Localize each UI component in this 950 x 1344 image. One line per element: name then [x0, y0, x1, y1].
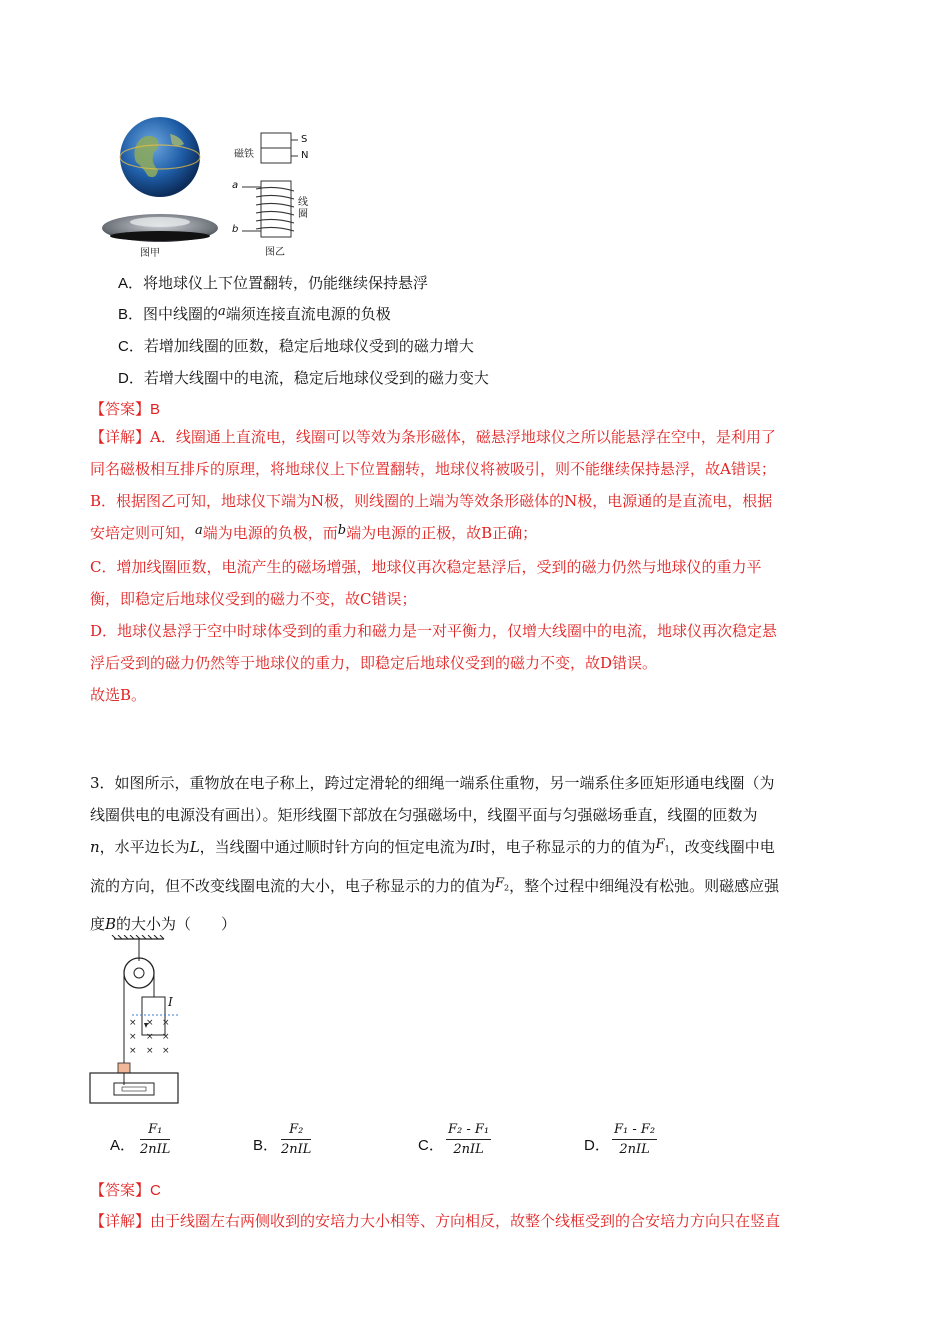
caption-figure-a: 图甲	[140, 248, 160, 259]
option-letter: C．	[118, 338, 144, 355]
label-s: S	[301, 134, 308, 145]
fraction-denominator: 2nIL	[281, 1142, 312, 1157]
detail-text: A．线圈通上直流电，线圈可以等效为条形磁体，磁悬浮地球仪之所以能悬浮在空中，是利用了	[150, 428, 776, 446]
fraction-numerator: F₂	[281, 1122, 311, 1140]
stem-line	[90, 831, 880, 870]
q2-detail	[90, 421, 870, 711]
q3-option-a	[110, 1134, 135, 1157]
label-n: N	[301, 150, 309, 161]
q3-option-c-fraction	[446, 1122, 491, 1157]
option-text: 端须连接直流电源的负极	[225, 305, 391, 323]
detail-line: 故选B。	[90, 686, 147, 704]
label-coil: 线圈	[298, 197, 308, 220]
svg-text:×: ×	[162, 1032, 170, 1042]
fraction-numerator: F₁	[140, 1122, 170, 1140]
fraction-denominator: 2nIL	[619, 1142, 650, 1157]
answer-label: 【答案】	[90, 400, 151, 418]
answer-value: B	[150, 401, 161, 418]
q3-option-b	[253, 1134, 278, 1157]
var-L: L	[189, 838, 200, 856]
option-letter: B．	[253, 1137, 279, 1154]
fraction-denominator: 2nIL	[140, 1142, 171, 1157]
label-magnet: 磁铁	[234, 149, 254, 160]
detail-label: 【详解】	[90, 428, 151, 446]
q2-option-a	[118, 272, 428, 295]
stem-text: 度	[90, 915, 106, 934]
q3-option-c	[418, 1134, 444, 1157]
var-F2-sub: 2	[504, 883, 510, 893]
option-letter: D．	[584, 1137, 610, 1154]
q3-stem	[90, 767, 880, 940]
svg-text:×: ×	[146, 1046, 154, 1056]
pulley-coil-scale-diagram	[86, 935, 186, 1107]
var-a: a	[218, 304, 226, 319]
q3-answer	[90, 1179, 161, 1202]
answer-value: C	[150, 1182, 161, 1199]
figure-globe	[100, 112, 220, 257]
caption-figure-b: 图乙	[265, 247, 285, 258]
detail-label: 【详解】	[90, 1212, 151, 1230]
q3-detail	[90, 1210, 780, 1232]
var-I: I	[469, 838, 476, 856]
stem-text: ，水平边长为	[99, 838, 190, 856]
answer-label: 【答案】	[90, 1181, 151, 1199]
figure-coil	[228, 125, 323, 257]
option-letter: A．	[110, 1137, 136, 1154]
stem-text: 的大小为（ ）	[116, 915, 237, 934]
stem-text: ，整个过程中细绳没有松弛。则磁感应强	[509, 876, 780, 895]
stem-text: ，当线圈中通过顺时针方向的恒定电流为	[199, 838, 470, 856]
detail-text: 由于线圈左右两侧收到的安培力大小相等、方向相反，故整个线框受到的合安培力方向只在竖直	[150, 1212, 781, 1230]
option-letter: B．	[118, 306, 144, 323]
stem-text: 流的方向，但不改变线圈电流的大小，电子称显示的力的值为	[90, 876, 496, 895]
figure-pulley	[86, 935, 186, 1107]
var-B: B	[105, 915, 117, 934]
option-text: 若增加线圈的匝数，稳定后地球仪受到的磁力增大	[143, 337, 474, 355]
var-F1-sub: 1	[664, 844, 670, 854]
label-current-I: I	[168, 995, 173, 1009]
detail-line: 浮后受到的磁力仍然等于地球仪的重力，即稳定后地球仪受到的磁力不变，故D错误。	[90, 654, 658, 672]
svg-text:×: ×	[129, 1032, 137, 1042]
option-letter: D．	[118, 370, 144, 387]
option-letter: A．	[118, 275, 144, 292]
q3-option-d-fraction	[612, 1122, 657, 1157]
svg-text:×: ×	[146, 1018, 154, 1028]
detail-text: 端为电源的负极，而	[202, 524, 338, 542]
q3-option-b-fraction	[281, 1122, 311, 1157]
label-a: a	[232, 180, 239, 191]
detail-line: B．根据图乙可知，地球仪下端为N极，则线圈的上端为等效条形磁体的N极，电源通的是直流电，根据	[90, 492, 773, 510]
q2-option-c	[118, 335, 474, 358]
q3-option-a-fraction	[140, 1122, 170, 1157]
var-a: a	[195, 523, 203, 538]
var-n: n	[90, 838, 100, 856]
detail-text: 端为电源的正极，故B正确；	[346, 524, 538, 542]
option-text: 若增大线圈中的电流，稳定后地球仪受到的磁力变大	[143, 369, 489, 387]
svg-text:×: ×	[129, 1046, 137, 1056]
svg-text:×: ×	[162, 1046, 170, 1056]
stem-line	[90, 908, 880, 940]
q2-option-d	[118, 367, 489, 390]
stem-text: ，改变线圈中电	[669, 838, 775, 856]
stem-line	[90, 870, 880, 909]
stem-text: 时，电子称显示的力的值为	[475, 838, 656, 856]
var-b: b	[337, 523, 347, 538]
detail-line: 同名磁极相互排斥的原理，将地球仪上下位置翻转，地球仪将被吸引，则不能继续保持悬浮，故A错误；	[90, 460, 776, 478]
svg-text:×: ×	[162, 1018, 170, 1028]
label-b: b	[232, 224, 239, 235]
detail-line	[90, 421, 870, 453]
detail-line	[90, 517, 870, 551]
detail-line: C．增加线圈匝数，电流产生的磁场增强，地球仪再次稳定悬浮后，受到的磁力仍然与地球仪的重力平	[90, 558, 762, 576]
option-text: 将地球仪上下位置翻转，仍能继续保持悬浮	[143, 274, 429, 292]
option-text: 图中线圈的	[143, 305, 219, 323]
q2-option-b	[118, 303, 391, 327]
fraction-numerator: F₂ - F₁	[446, 1122, 491, 1140]
stem-line: 线圈供电的电源没有画出）。矩形线圈下部放在匀强磁场中，线圈平面与匀强磁场垂直，线圈的匝数为	[90, 806, 758, 824]
var-F2: F	[495, 875, 505, 891]
option-letter: C．	[418, 1137, 444, 1154]
q3-option-d	[584, 1134, 610, 1157]
detail-text: 安培定则可知，	[90, 524, 196, 542]
q2-answer	[90, 398, 160, 421]
fraction-numerator: F₁ - F₂	[612, 1122, 657, 1140]
globe-image	[100, 112, 220, 257]
detail-line: 衡，即稳定后地球仪受到的磁力不变，故C错误；	[90, 590, 417, 608]
detail-line: D．地球仪悬浮于空中时球体受到的重力和磁力是一对平衡力，仅增大线圈中的电流，地球仪再次稳定悬	[90, 622, 778, 640]
var-F1: F	[655, 837, 665, 852]
fraction-denominator: 2nIL	[453, 1142, 484, 1157]
svg-text:×: ×	[146, 1032, 154, 1042]
svg-text:×: ×	[129, 1018, 137, 1028]
stem-line: 3．如图所示，重物放在电子称上，跨过定滑轮的细绳一端系住重物，另一端系住多匝矩形通电线圈（为	[90, 774, 775, 792]
